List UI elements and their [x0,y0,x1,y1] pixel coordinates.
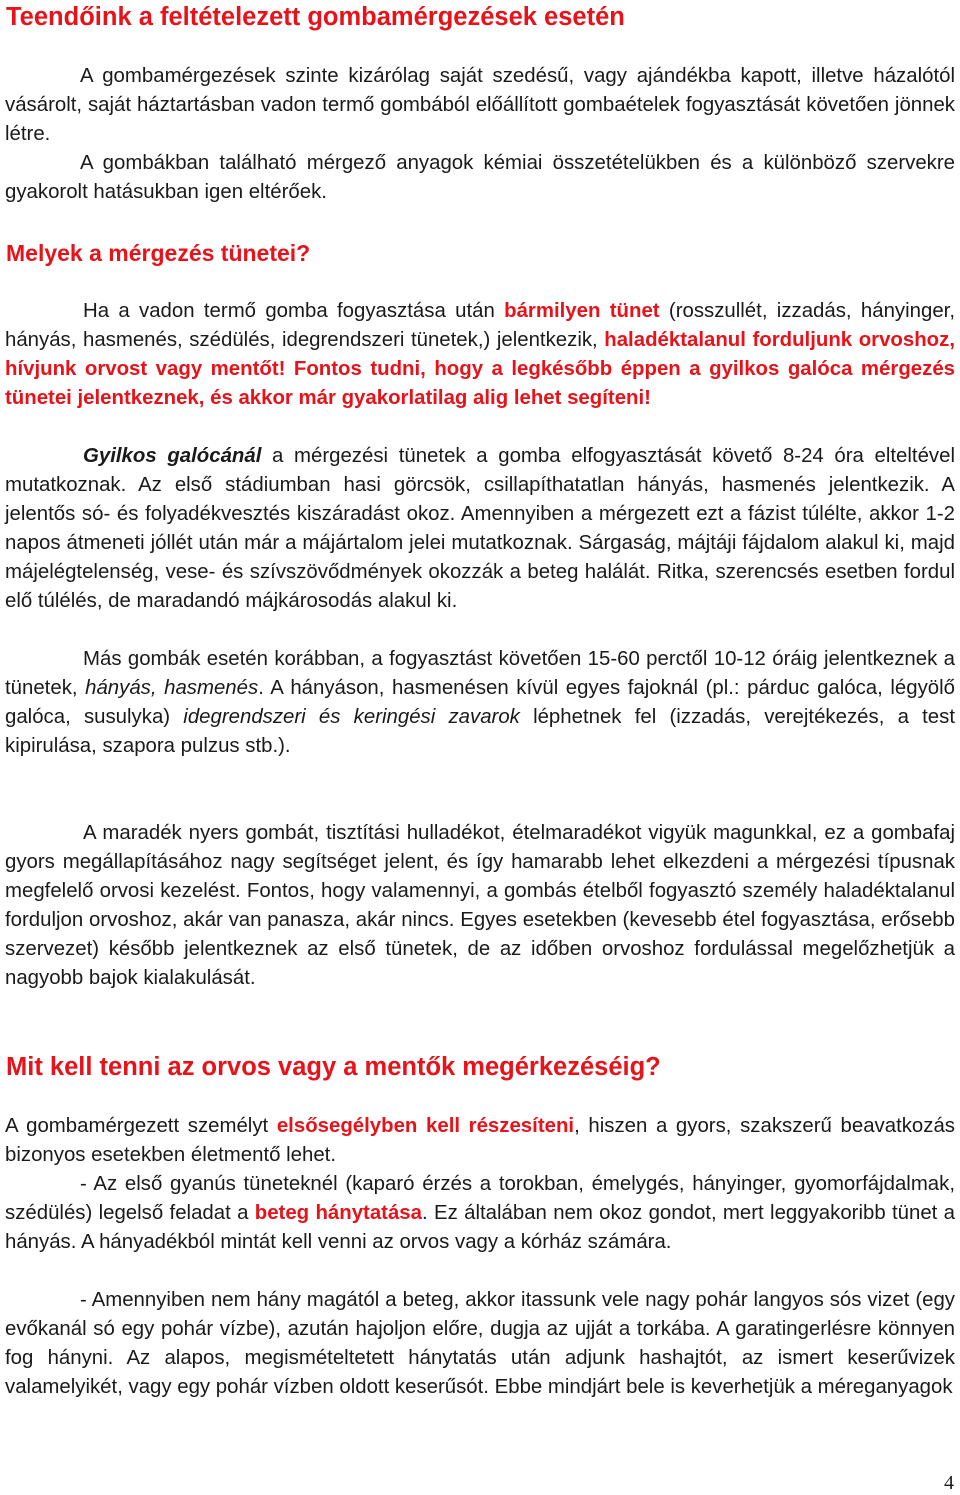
text-run: . A hányáson, hasmenésen kívül egyes fajoknál (pl.: párduc galóca, légyölő galóca, susulyka) [5,677,955,728]
highlight-induce-vomiting: beteg hánytatása [254,1202,422,1224]
text-run: - Az első gyanús tüneteknél (kaparó érzés a torokban, émelygés, hányinger, gyomorfájdalmak, szédülés) legelső feladat a [5,1173,955,1224]
text-run: Más gombák esetén korábban, a fogyasztást követően 15-60 perctől 10-12 óráig jelentkeznek a tünetek, [5,648,955,699]
text-run: , hiszen a gyors, szakszerű beavatkozás bizonyos esetekben életmentő lehet. [5,1115,955,1166]
italic-nervous-disorders: idegrendszeri és keringési zavarok [183,706,520,728]
text-run: . Ez általában nem okoz gondot, mert leggyakoribb tünet a hányás. A hányadékból mintát kell venni az orvos vagy a kórház számára. [5,1202,955,1253]
first-aid-paragraph-2 [5,1170,955,1257]
first-aid-heading: Mit kell tenni az orvos vagy a mentők megérkezéséig? [6,1053,661,1081]
death-cap-term: Gyilkos galócánál [83,445,262,467]
text-run: A gombamérgezett személyt [5,1115,277,1137]
symptoms-paragraph-death-cap [5,442,955,616]
leftovers-paragraph: A maradék nyers gombát, tisztítási hulladékot, ételmaradékot vigyük magunkkal, ez a gombafaj gyors megállapításához nagy segítséget jelent, és így hamarabb lehet elkezdeni a mérgezési típusnak megfelelő orvosi kezelést. Fontos, hogy valamennyi, a gombás ételből fogyasztó személy haladéktalanul forduljon orvoshoz, akár van panasza, akár nincs. Egyes esetekben (kevesebb étel fogyasztása, erősebb szervezet) később jelentkeznek az első tünetek, de az időben orvoshoz fordulással megelőzhetjük a nagyobb bajok kialakulását. [5,822,955,989]
symptoms-paragraph-1 [5,297,955,413]
text-run: (rosszullét, izzadás, hányinger, hányás, hasmenés, szédülés, idegrendszeri tünetek,) jelentkezik, [5,300,956,351]
intro-paragraph-2: A gombákban található mérgező anyagok kémiai összetételükben és a különböző szervekre gyakorolt hatásukban igen eltérőek. [5,152,955,203]
symptoms-heading: Melyek a mérgezés tünetei? [6,240,311,266]
italic-vomiting-diarrhea: hányás, hasmenés [85,677,259,699]
symptoms-paragraph-other-mushrooms [5,645,955,761]
text-run: Ha a vadon termő gomba fogyasztása után [83,300,505,322]
intro-paragraph-1: A gombamérgezések szinte kizárólag saját szedésű, vagy ajándékba kapott, illetve házalótól vásárolt, saját háztartásban vadon termő gombából előállított gombaételek fogyasztását követően jönnek létre. [5,65,955,145]
text-run: a mérgezési tünetek a gomba elfogyasztását követő 8-24 óra elteltével mutatkoznak. Az első stádiumban hasi görcsök, csillapíthatatlan hányás, hasmenés jelentkezik. A jelentős só- és folyadékvesztés kiszáradást okoz. Amennyiben a mérgezett ezt a fázist túlélte, akkor 1-2 napos átmeneti jóllét után már a májártalom jelei mutatkoznak. Sárgaság, májtáji fájdalom alakul ki, majd májelégtelenség, vese- és szívszövődmények okozzák a beteg halálát. Ritka, szerencsés esetben fordul elő túlélés, de maradandó májkárosodás alakul ki. [5,445,955,612]
page-title: Teendőink a feltételezett gombamérgezések esetén [6,3,625,31]
page-number: 4 [944,1472,954,1494]
first-aid-paragraph-1 [5,1112,955,1170]
highlight-first-aid: elsősegélyben kell részesíteni [276,1115,575,1137]
highlight-any-symptom: bármilyen tünet [504,300,660,322]
text-run: léphetnek fel (izzadás, verejtékezés, a test kipirulása, szapora pulzus stb.). [5,706,955,757]
first-aid-paragraph-3: - Amennyiben nem hány magától a beteg, akkor itassunk vele nagy pohár langyos sós vizet (egy evőkanál só egy pohár vízbe), azután hajoljon előre, dugja az ujját a torkába. A garatingerlésre könnyen fog hányni. Az alapos, megismételtetett hánytatás után adjunk hashajtót, az ismert keserűvizek valamelyikét, vagy egy pohár vízben oldott keserűsót. Ebbe mindjárt bele is keverhetjük a méreganyagok [5,1289,955,1398]
warning-call-doctor: haladéktalanul forduljunk orvoshoz, hívjunk orvost vagy mentőt! Fontos tudni, hogy a legkésőbb éppen a gyilkos galóca mérgezés tünetei jelentkeznek, és akkor már gyakorlatilag alig lehet segíteni! [5,329,955,409]
